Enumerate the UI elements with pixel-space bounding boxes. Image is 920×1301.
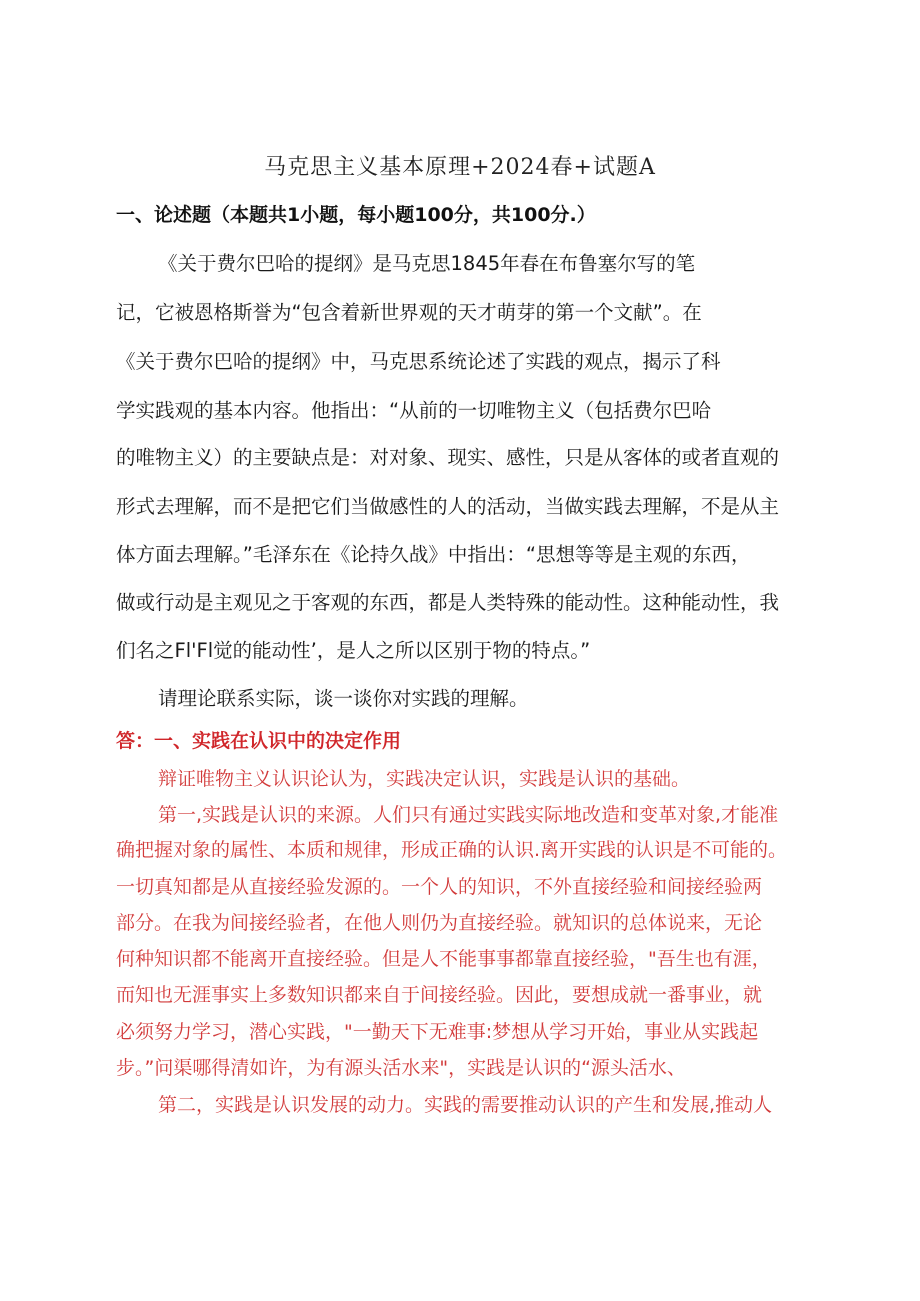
- document-title: 马克思主义基本原理+2024春+试题A: [264, 155, 656, 180]
- question-line: 《关于费尔巴哈的提纲》是马克思1845年春在布鲁塞尔写的笔: [158, 252, 696, 275]
- answer-line: 部分。在我为间接经验者，在他人则仍为直接经验。就知识的总体说来，无论: [116, 912, 763, 934]
- question-line: 形式去理解，而不是把它们当做感性的人的活动，当做实践去理解，不是从主: [116, 495, 780, 518]
- answer-line: 步。”问渠哪得清如许，为有源头活水来"，实践是认识的“源头活水、: [116, 1057, 686, 1079]
- section-heading: 一、论述题（本题共1小题，每小题100分，共100分.）: [116, 204, 596, 226]
- answer-line: 第二，实践是认识发展的动力。实践的需要推动认识的产生和发展,推动人: [158, 1094, 773, 1116]
- question-line: 《关于费尔巴哈的提纲》中，马克思系统论述了实践的观点，揭示了科: [116, 350, 721, 373]
- question-line: 们名之Fl'Fl觉的能动性’，是人之所以区别于物的特点。”: [116, 639, 591, 662]
- answer-line: 第一,实践是认识的来源。人们只有通过实践实际地改造和变革对象,才能准: [158, 804, 779, 826]
- answer-line: 何种知识都不能离开直接经验。但是人不能事事都靠直接经验，"吾生也有涯，: [116, 948, 771, 970]
- question-line: 学实践观的基本内容。他指出：“从前的一切唯物主义（包括费尔巴哈: [116, 399, 712, 422]
- question-line: 记，它被恩格斯誉为“包含着新世界观的天才萌芽的第一个文献”。在: [116, 301, 702, 324]
- answer-heading: 答：一、实践在认识中的决定作用: [116, 730, 402, 752]
- answer-line: 而知也无涯事实上多数知识都来自于间接经验。因此，要想成就一番事业，就: [116, 984, 763, 1006]
- question-line: 体方面去理解。”毛泽东在《论持久战》中指出：“思想等等是主观的东西，: [116, 543, 751, 566]
- answer-line: 辩证唯物主义认识论认为，实践决定认识，实践是认识的基础。: [158, 768, 691, 790]
- answer-line: 一切真知都是从直接经验发源的。一个人的知识，不外直接经验和间接经验两: [116, 876, 763, 898]
- question-prompt: 请理论联系实际，谈一谈你对实践的理解。: [158, 687, 529, 710]
- answer-line: 必须努力学习，潜心实践，"一勤天下无难事:梦想从学习开始，事业从实践起: [116, 1021, 759, 1043]
- question-line: 做或行动是主观见之于客观的东西，都是人类特殊的能动性。这种能动性，我: [116, 591, 780, 614]
- answer-line: 确把握对象的属性、本质和规律，形成正确的认识.离开实践的认识是不可能的。: [116, 839, 788, 861]
- question-line: 的唯物主义）的主要缺点是：对对象、现实、感性，只是从客体的或者直观的: [116, 446, 780, 469]
